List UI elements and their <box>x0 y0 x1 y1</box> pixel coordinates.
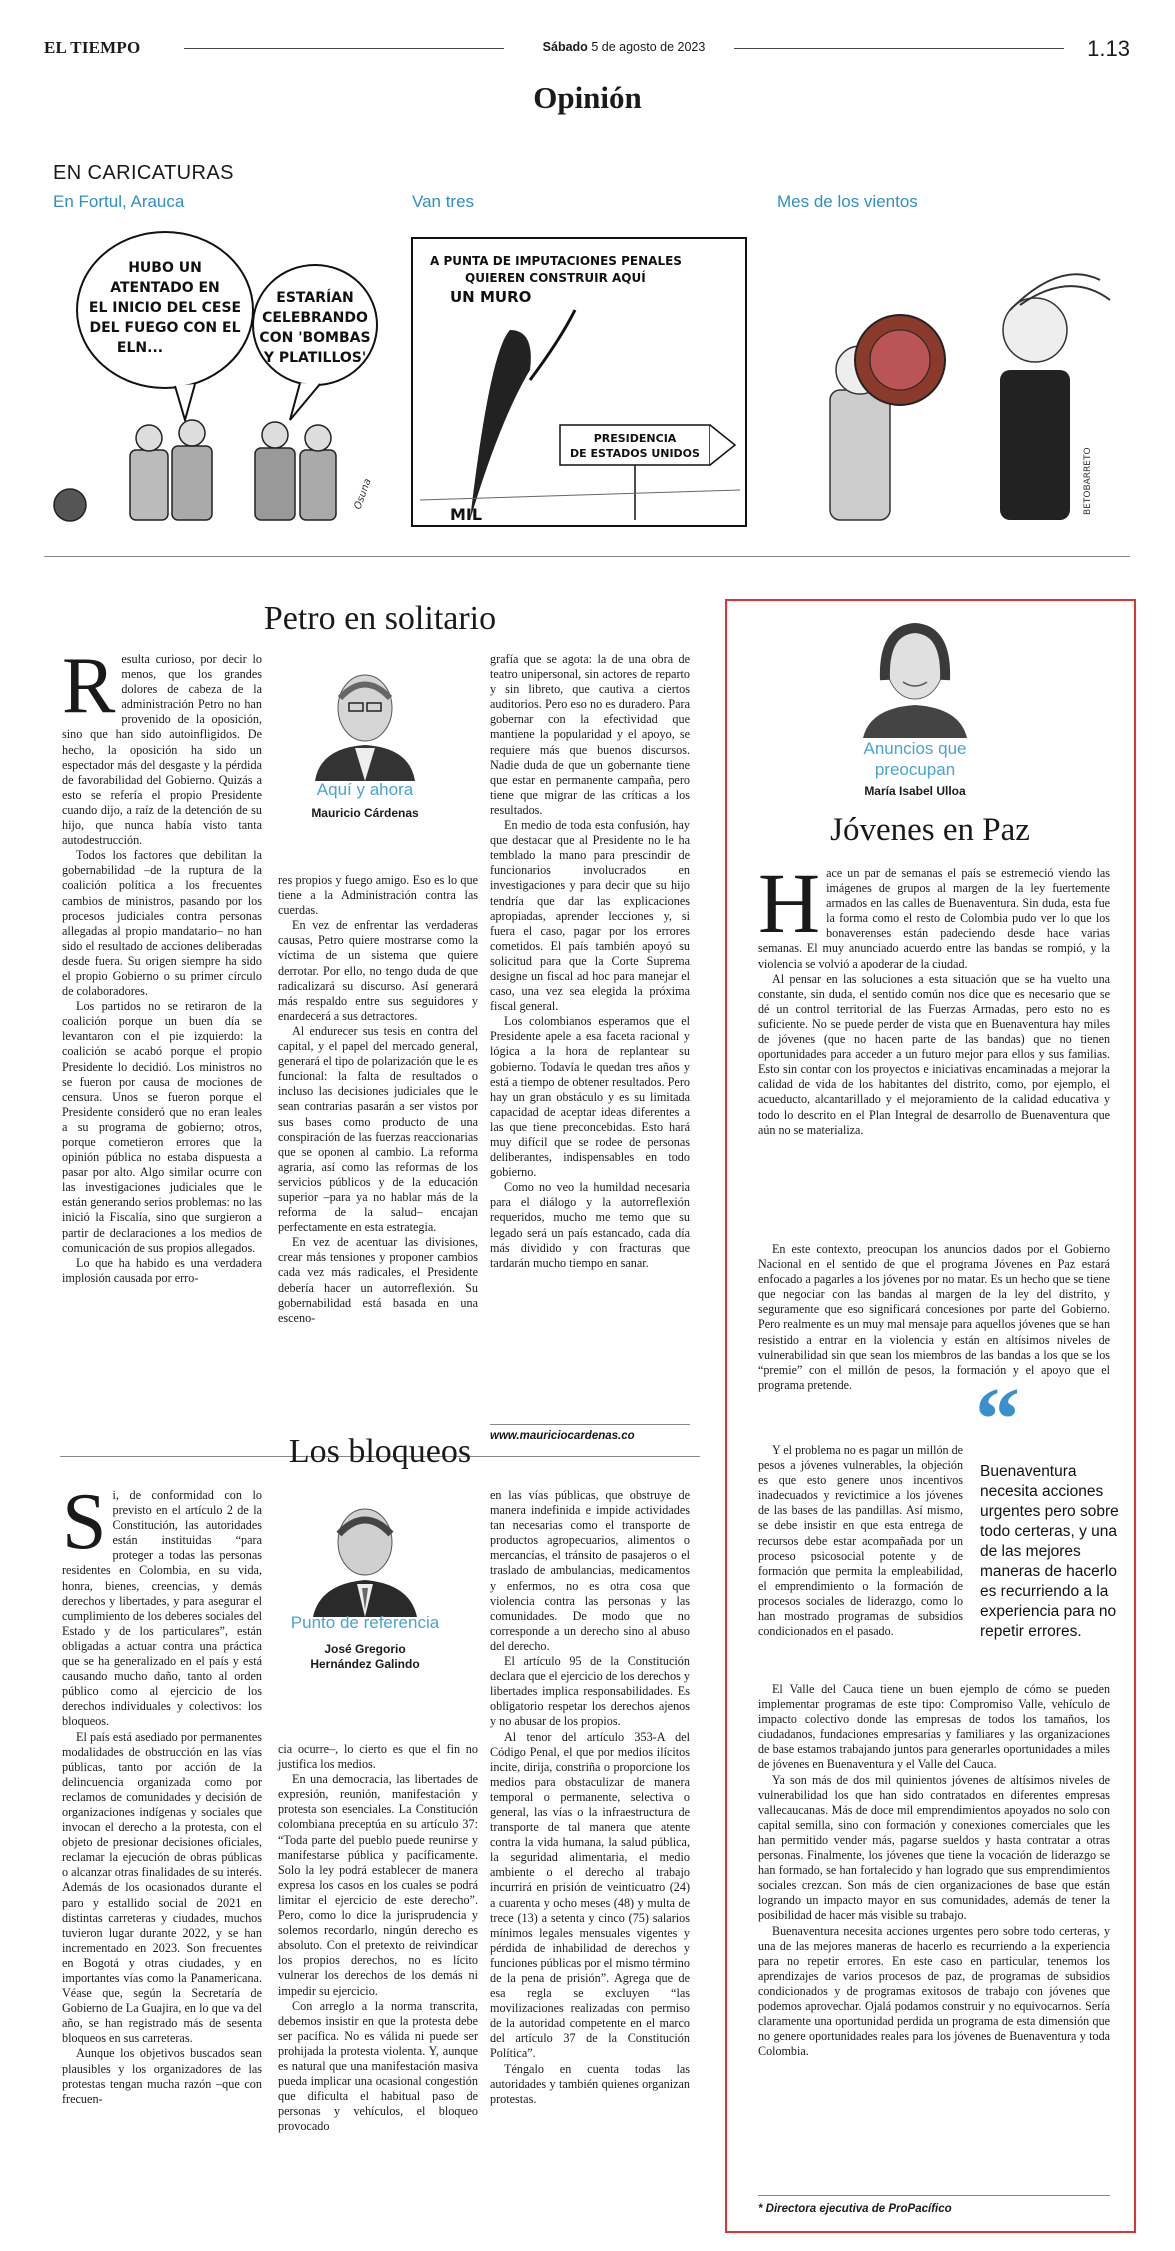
petro-column-name: Aquí y ahora <box>316 780 414 799</box>
bloqueos-col2-p3: Con arreglo a la norma transcrita, debemos insistir en que la protesta debe ser pacífica. No es válida ni puede ser prohijada la protesta violenta. Y, aunque es natural que una manifestación masiva pueda implicar una ocasional congestión que dificulta el habitual paso de personas y vehículos, el bloqueo provocado <box>278 1998 478 2134</box>
jovenes-author: María Isabel Ulloa <box>864 784 966 798</box>
petro-author: Mauricio Cárdenas <box>311 806 419 820</box>
pullquote <box>980 1462 1130 1642</box>
cartoon-fortul <box>50 220 390 530</box>
jovenes-col-bottom <box>758 1682 1110 2059</box>
issue-date <box>524 40 724 54</box>
cartoon-title-1: En Fortul, Arauca <box>53 192 185 211</box>
footnote-rule <box>758 2195 1110 2196</box>
bubble2-line1: ESTARÍAN <box>276 290 354 306</box>
petro-weblink[interactable]: www.mauriciocardenas.co <box>490 1430 635 1442</box>
bubble2-line3: CON 'BOMBAS <box>259 330 371 346</box>
jovenes-intro: ace un par de semanas el país se estremeció viendo las imágenes de grupos al margen de la ley fuertemente armados en las calles de Buenaventura. Sin duda, esta fue la forma como el resto de Colombia pudo ver lo que los bonaverenses están padeciendo desde hace varias semanas. El muy anunciado acuerdo entre las bandas se rompió, y la violencia se volvió a apoderar de la ciudad. <box>758 866 1110 971</box>
petro-col-1 <box>62 642 262 1286</box>
date-day: Sábado <box>542 40 588 54</box>
jovenes-col-p3 <box>758 1242 1110 1393</box>
petro-dropcap: R <box>62 642 116 730</box>
bloqueos-col-3 <box>490 1488 690 2107</box>
jovenes-col-top <box>758 855 1110 1138</box>
cartoon2-caption-3: UN MURO <box>450 288 532 306</box>
petro-headline: Petro en solitario <box>263 600 497 637</box>
section-title: Opinión <box>533 80 642 115</box>
petro-col2-p3: Al endurecer sus tesis en contra del capital, y el papel del mercado general, generará el tipo de polarización que le es funcional: la falta de resultados o incluso las decisiones judiciales que le sean contrarias pasarán a ser vistos por sus bases como producto de una conspiración de las fuerzas reaccionarias que se oponen al cambio. La reforma agraria, así como las reformas de los servicios públicos y de la educación superior –para ya no hablar más de la reforma de la salud– encajan perfectamente en esta estrategia. <box>278 1023 478 1235</box>
masthead <box>44 36 1130 64</box>
petro-col-2 <box>278 873 478 1326</box>
date-rest: 5 de agosto de 2023 <box>591 40 706 54</box>
bloqueos-author-1: José Gregorio <box>324 1642 406 1656</box>
bloqueos-col1-p3: Aunque los objetivos buscados sean plausibles y los organizadores de las protestas tengan mucha razón –que con frecuen- <box>62 2046 262 2106</box>
cartoons-heading: EN CARICATURAS <box>53 162 234 184</box>
petro-col3-p1: grafía que se agota: la de una obra de teatro unipersonal, sin actores de reparto y sin libreto, que cautiva a ciertos auditorios. Pero eso no es duradero. Para gobernar con la efectividad que mantiene la popularidad y el apoyo, se requiere más que buenos discursos. Nadie duda de que un gobernante tiene que estar en permanente campaña, pero tiene que migrar de las críticas a los resultados. <box>490 652 690 817</box>
jovenes-p3: En este contexto, preocupan los anuncios dados por el Gobierno Nacional en el sentido de que el programa Jóvenes en Paz estará enfocado a pagarles a los jóvenes por no matar. Es un hecho que se tiene que negociar con las bandas al margen de la ley del distrito, y seguramente que eso significará concesiones por parte del Gobierno. Pero realmente es un muy mal mensaje para aquellos jóvenes que se han resistido a entrar en la violencia y están en altísimos niveles de vulnerabilidad sin que sean los miembros de las bandas a los que se los “premie” con el millón de pesos, la formación y el apoyo que el programa pretende. <box>758 1242 1110 1392</box>
petro-col3-p4: Como no veo la humildad necesaria para el diálogo y la autorreflexión requeridos, mucho me temo que su legado será un país estancado, cada día más dividido y con fracturas que tardarán mucho tiempo en sanar. <box>490 1180 690 1270</box>
cartoon2-caption-2: QUIEREN CONSTRUIR AQUÍ <box>465 271 646 285</box>
bloqueos-col3-p1: en las vías públicas, que obstruye de manera indefinida e impide actividades tan necesarias como el transporte de productos agropecuarios, alimentos o mercancías, el tránsito de pasajeros o el traslado de ambulancias, medicamentos y enfermos, no es otra cosa que violencia contra las personas y las comunidades. De modo que no corresponde a un derecho sino al abuso del derecho. <box>490 1488 690 1653</box>
petro-col2-p4: En vez de acentuar las divisiones, crear más tensiones y proponer cambios cada vez más radicales, el Presidente debería hacer un autorreflexión. Su gobernabilidad está basada en una esceno- <box>278 1235 478 1325</box>
pullquote-line-3: urgentes pero sobre <box>980 1503 1119 1520</box>
bubble1-line2: ATENTADO EN <box>110 280 220 296</box>
cartoon-fortul-drawing <box>50 220 390 530</box>
jovenes-p2: Al pensar en las soluciones a esta situación que se ha vuelto una constante, sin duda, el sentido común nos dice que es necesario que se dé un control territorial de las Fuerzas Armadas, pero esto no es suficiente. No se puede perder de vista que en Buenaventura hay miles de jóvenes (que no hacen parte de las bandas) que no tienen oportunidades para acceder a un futuro mejor para ellos y sus familias. Esto sin contar con los proyectos e iniciativas encaminadas a mejorar la calidad de vida de los habitantes del distrito, como, por ejemplo, el acueducto, alcantarillado y el mejoramiento de la calidad educativa y todo lo descrito en el Plan Integral de desarrollo de Buenaventura que aún no se materializa. <box>758 971 1110 1137</box>
bloqueos-col2-p2: En una democracia, las libertades de expresión, reunión, manifestación y protesta son esenciales. La Constitución colombiana preceptúa en su artículo 37: “Toda parte del pueblo puede reunirse y manifestarse pública y pacíficamente. Solo la ley podrá establecer de manera expresa los casos en los cuales se podrá limitar el ejercicio de este derecho”. Pero, como lo dice la jurisprudencia y solemos recordarlo, ningún derecho es absoluto. Con el pretexto de reivindicar los propios derechos, no es lícito vulnerar los derechos de los demás ni impedir su ejercicio. <box>278 1772 478 1998</box>
bubble1-line4: DEL FUEGO CON EL <box>89 320 241 336</box>
bloqueos-col3-p4: Téngalo en cuenta todas las autoridades y también quienes organizan protestas. <box>490 2061 690 2106</box>
petro-col1-p1: esulta curioso, por decir lo menos, que los grandes dolores de cabeza de la administración Petro no han provenido de la oposición, sino que han sido autoinfligidos. De hecho, la oposición ha sido un espectador más del desgaste y la pérdida de favorabilidad del Gobierno. Quizás a esto se refería el propio Presidente cuando dijo, a raíz de la detención de su hijo, que nunca había visto tanta autodestrucción. <box>62 652 262 848</box>
author-footnote: * Directora ejecutiva de ProPacífico <box>758 2203 952 2215</box>
cartoon2-signature: MIL <box>450 505 483 524</box>
jovenes-column-name-2: preocupan <box>874 760 956 779</box>
bubble2-line2: CELEBRANDO <box>262 310 368 326</box>
cartoon-title-3: Mes de los vientos <box>777 192 918 211</box>
petro-col1-p4: Lo que ha habido es una verdadera implosión causada por erro- <box>62 1255 262 1285</box>
bloqueos-col3-p2: El artículo 95 de la Constitución declara que el ejercicio de los derechos y libertades implica responsabilidades. Es obligatorio respetar los derechos ajenos y no abusar de los propios. <box>490 1654 690 1729</box>
bloqueos-col-1 <box>62 1478 262 2107</box>
jovenes-column-name-1: Anuncios que <box>863 739 967 758</box>
pullquote-line-4: todo certeras, y una <box>980 1523 1117 1540</box>
brand-logo: EL TIEMPO <box>44 38 141 57</box>
bloqueos-headline-text: Los bloqueos <box>288 1433 472 1470</box>
pullquote-line-8: experiencia para no <box>980 1603 1117 1620</box>
cartoon2-sign-1: PRESIDENCIA <box>593 432 677 445</box>
cartoon2-sign-2: DE ESTADOS UNIDOS <box>570 447 700 460</box>
petro-col2-p1: res propios y fuego amigo. Eso es lo que tiene a la Administración contra las cuerdas. <box>278 873 478 918</box>
jose-gregorio-photo <box>305 1492 425 1617</box>
pullquote-mark: “ <box>975 1370 1020 1469</box>
cartoon2-caption-1: A PUNTA DE IMPUTACIONES PENALES <box>430 254 682 268</box>
bubble2-line4: Y PLATILLOS' <box>263 350 367 366</box>
jovenes-col-p4 <box>758 1443 963 1639</box>
bloqueos-col3-p3: Al tenor del artículo 353-A del Código Penal, el que por medios ilícitos incite, dirija, constriña o proporcione los medios para obstaculizar de manera temporal o permanente, selectiva o general, las vías o la infraestructura de transporte de tal manera que atente contra la vida humana, la salud pública, la seguridad alimentaria, el medio ambiente o el derecho al trabajo incurrirá en prisión de veinticuatro (24) a cuarenta y ocho meses (48) y multa de trece (13) a setenta y cinco (75) salarios mínimos legales mensuales vigentes y pérdida de inhabilidad de derechos y funciones públicas por el mismo término de la pena de prisión”. Agrega que de esa regla se excluyen “las movilizaciones realizadas con permiso de la autoridad competente en el marco del artículo 37 de la Constitución Política”. <box>490 1729 690 2061</box>
petro-col1-p2: Todos los factores que debilitan la gobernabilidad –de la ruptura de la coalición política a los frecuentes cambios de ministros, pasando por los procesos judiciales contra personas allegadas al propio mandatario– no han sido el resultado de acciones deliberadas desde fuera. Su origen siempre ha sido el propio Gobierno o su primer círculo de colaboradores. <box>62 848 262 999</box>
cartoon-title-2: Van tres <box>412 192 475 211</box>
bloqueos-col1-p2: El país está asediado por permanentes modalidades de obstrucción en las vías públicas, tanto por acción de la delincuencia organizada como por reclamos de comunidades y decisión de organizaciones indígenas y sociales que invocan el derecho a la protesta, con el objeto de presionar decisiones oficiales, reclamar la ejecución de obras públicas o alcanzar otras finalidades de su interés. Además de los ocasionados durante el paro y estallido social de 2021 en distintas carreteras y ciudades, muchos tuvieron lugar durante 2022, y se han incrementado en 2023. Son frecuentes en Bogotá y otras ciudades, y en importantes vías como la Panamericana. Véase que, según la Secretaría de Gobierno de La Guajira, en lo que va del año, se han registrado más de sesenta bloqueos en sus carreteras. <box>62 1729 262 2046</box>
section-divider <box>44 556 1130 557</box>
bubble1-line5: ELN... <box>116 340 164 356</box>
jovenes-headline: Jóvenes en Paz <box>830 812 1030 848</box>
bloqueos-dropcap: S <box>62 1478 107 1566</box>
bloqueos-column-name: Punto de referencia <box>290 1613 440 1632</box>
bubble1-line1: HUBO UN <box>128 260 202 276</box>
cartoon-vientos-drawing <box>770 220 1120 530</box>
bloqueos-col2-p1: cia ocurre–, lo cierto es que el fin no justifica los medios. <box>278 1742 478 1772</box>
pullquote-line-7: es recurriendo a la <box>980 1583 1109 1600</box>
maria-isabel-photo <box>855 610 975 738</box>
jovenes-p7: Buenaventura necesita acciones urgentes pero sobre todo certeras, y una de las mejores maneras de hacerlo es recurriendo a la experiencia para no repetir errores. En este caso en particular, tenemos los aprendizajes de varios procesos de paz, de programas de subsidios condicionados y de programas exitosos de trabajo con jóvenes que podemos aprovechar. Ojalá podamos construir y no equivocarnos. Sería claramente una oportunidad perdida un programa de esta dimensión que no genere oportunidades reales para los jóvenes de Buenaventura y toda Colombia. <box>758 1923 1110 2059</box>
bloqueos-col1-p1: i, de conformidad con lo previsto en el artículo 2 de la Constitución, las autoridades están instituidas “para proteger a todas las personas residentes en Colombia, en su vida, honra, bienes, creencias, y demás derechos y libertades, y para asegurar el cumplimiento de los deberes sociales del Estado y de los particulares”, están obligadas a actuar contra una práctica que se ha generalizado en el país y está causando mucho daño, tanto al orden público como al ejercicio de los derechos individuales y colectivos: los bloqueos. <box>62 1488 262 1729</box>
petro-col3-p2: En medio de toda esta confusión, hay que destacar que al Presidente no le ha temblado la mano para prescindir de funcionarios involucrados en investigaciones y para decir que su hijo tendría que dar las explicaciones apropiadas, aprender lecciones y, si fuera el caso, pagar por los errores cometidos. El país también apoyó su solicitud para que la Corte Suprema designe un fiscal ad hoc para manejar el caso, una vez sea elegida la próxima fiscal general. <box>490 818 690 1014</box>
jovenes-p6: Ya son más de dos mil quinientos jóvenes de altísimos niveles de vulnerabilidad los que han sido contratados en diferentes empresas vallecaucanas. Más de doce mil emprendimientos apoyados no solo con capital semilla, sino con formación y conexiones comerciales que les han permitido vender más, pagarse sueldos y hasta contratar a otras personas. Finalmente, los jóvenes que tiene la vocación de liderazgo se han formado, se han fortalecido y han logrado que sus emprendimientos sociales crezcan. Son más de cien organizaciones de base que están logrando un impacto mayor en sus comunidades, además de tener la posibilidad de hacer más visible su trabajo. <box>758 1772 1110 1923</box>
petro-col1-p3: Los partidos no se retiraron de la coalición porque un buen día se levantaron con el pie izquierdo: la coalición se acabó porque el propio Presidente lo decidió. Los ministros no se fueron por causa de mociones de censura. Unos se fueron porque el Presidente consideró que no eran leales a su programa de gobierno; otros, porque cometieron errores que la opinión pública no estaba dispuesta a pasar por alto. Algo similar ocurre con las investigaciones judiciales que le están generando serios problemas: no las inició la Fiscalía, sino que surgieron a partir de declaraciones a los medios de comunicación de sus propios allegados. <box>62 999 262 1255</box>
bloqueos-author-2: Hernández Galindo <box>310 1657 420 1671</box>
jovenes-column-name <box>825 738 1005 780</box>
pullquote-line-9: repetir errores. <box>980 1623 1082 1640</box>
weblink-rule <box>490 1424 690 1425</box>
bloqueos-col-2 <box>278 1742 478 2134</box>
cartoon-van-tres <box>410 220 750 530</box>
pullquote-line-5: de las mejores <box>980 1543 1081 1560</box>
mauricio-cardenas-photo <box>305 653 425 781</box>
cartoon-vientos <box>770 220 1120 530</box>
bubble1-line3: EL INICIO DEL CESE <box>88 300 242 316</box>
petro-col-3 <box>490 652 690 1271</box>
jovenes-p5: El Valle del Cauca tiene un buen ejemplo de cómo se pueden implementar programas de este tipo: Compromiso Valle, vehículo de impacto colectivo donde las empresas de todos los tamaños, los ciudadanos, fundaciones empresarias y familiares y las organizaciones de base estamos trabajando juntos para generarles oportunidades a miles de jóvenes en Buenaventura y el Valle del Cauca. <box>758 1682 1110 1772</box>
cartoon1-signature: Osuna <box>352 477 374 512</box>
petro-col3-p3: Los colombianos esperamos que el Presidente apele a esa faceta racional y lógica a la hora de replantear su gobierno. Todavía le quedan tres años y está a tiempo de obtener resultados. Pero hay un gran obstáculo y es su limitada capacidad de aceptar ideas diferentes a las que tiene preconcebidas. Esto hará muy difícil que se rodee de personas deliberantes, indispensables en todo gobierno. <box>490 1014 690 1180</box>
cartoon-van-tres-drawing <box>410 220 750 530</box>
page-number: 1.13 <box>1087 36 1130 61</box>
pullquote-line-1: Buenaventura <box>980 1463 1077 1480</box>
header-rule-right <box>734 48 1064 49</box>
pullquote-line-2: necesita acciones <box>980 1483 1104 1500</box>
jovenes-dropcap: H <box>758 855 821 951</box>
pullquote-line-6: maneras de hacerlo <box>980 1563 1117 1580</box>
jovenes-p4: Y el problema no es pagar un millón de pesos a jóvenes vulnerables, la objeción es que esto genere unos incentivos inadecuados y revictimice a los jóvenes de las bases de las pandillas. Así mismo, se debe insistir en que esta entrega de recursos debe estar acompañada por un proceso psicosocial potente y de formación que permita la empleabilidad, el emprendimiento o la formación de procesos sociales de liderazgo, como lo han mostrado programas de subsidios condicionados en el pasado. <box>758 1443 963 1639</box>
header-rule-left <box>184 48 504 49</box>
cartoon3-signature: BETOBARRETO <box>1083 447 1093 515</box>
petro-col2-p2: En vez de enfrentar las verdaderas causas, Petro quiere mostrarse como la víctima de un sistema que quiere derrotar. Por ello, no tengo duda de que radicalizará su discurso. Así generará más respaldo entre sus seguidores y enardecerá a sus detractores. <box>278 918 478 1023</box>
